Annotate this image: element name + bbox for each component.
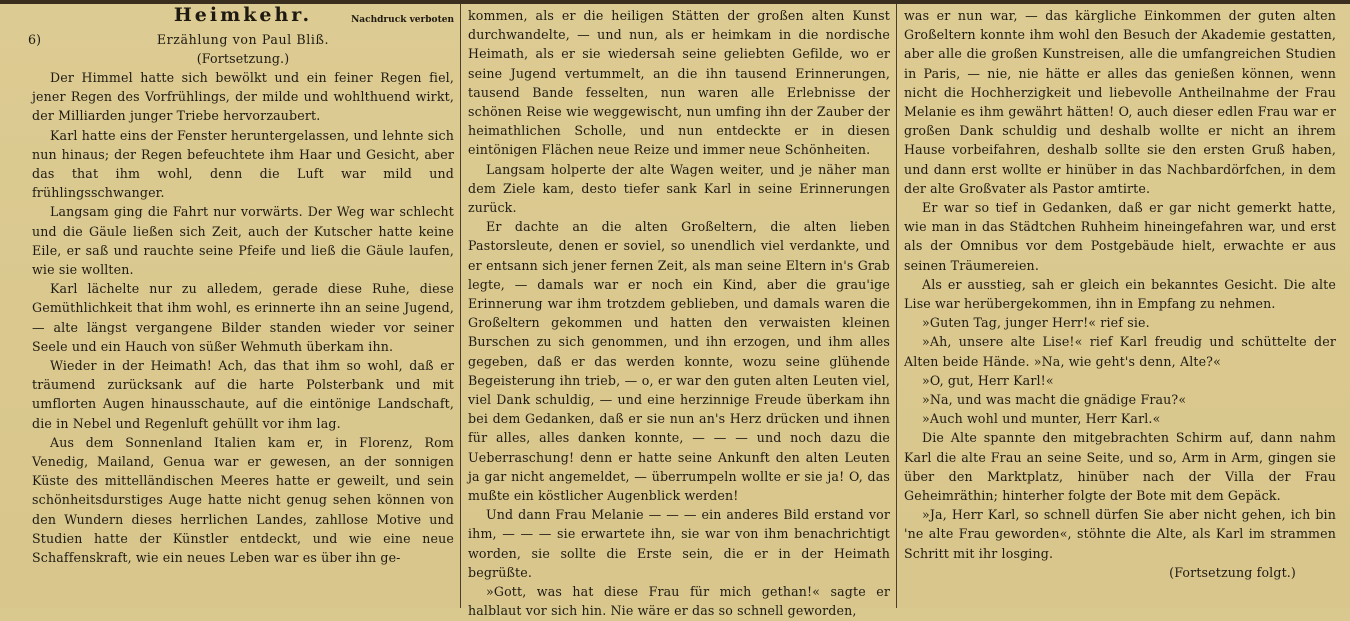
to-be-continued: (Fortsetzung folgt.) <box>1169 564 1296 580</box>
paragraph: Er war so tief in Gedanken, daß er gar nicht gemerkt hatte, wie man in das Städtchen Ruhheim hineingefahren war, und erst als der Omnibus vor dem Postgebäude hielt, erwachte er aus seinen Träumereien. <box>904 200 1336 273</box>
paragraph: Und dann Frau Melanie — — — ein anderes Bild erstand vor ihm, — — — sie erwartete ihn, sie war von ihm benachrichtigt worden, sie sollte die Erste sein, die er in der Heimath begrüßte. <box>468 507 890 580</box>
title-row <box>32 6 454 30</box>
paragraph: »Ah, unsere alte Lise!« rief Karl freudig und schüttelte der Alten beide Hände. »Na, wie geht's denn, Alte?« <box>904 334 1336 369</box>
paragraph: Aus dem Sonnenland Italien kam er, in Florenz, Rom Venedig, Mailand, Genua war er gewesen, an der sonnigen Küste des mittelländischen Meeres hatte er geweilt, und sein schönheitsdurstiges Auge hatte nicht genug sehen können von den Wundern dieses herrlichen Landes, zahllose Motive und Studien hatte der Künstler entdeckt, und wie eine neue Schaffenskraft, wie ein neues Leben war es über ihn ge- <box>32 434 454 566</box>
paragraph: Karl lächelte nur zu alledem, gerade diese Ruhe, diese Gemüthlichkeit that ihm wohl, es erinnerte ihn an seine Jugend, — alte längst vergangene Bilder standen wieder vor seiner Seele und ein Hauch von süßer Wehmuth überkam ihn. <box>32 281 454 354</box>
column-divider <box>460 4 461 608</box>
paragraph: »Gott, was hat diese Frau für mich gethan!« sagte er halblaut vor sich hin. Nie wäre er das so schnell geworden, <box>468 584 890 619</box>
article-title: Heimkehr. <box>173 4 313 26</box>
paragraph: Langsam holperte der alte Wagen weiter, und je näher man dem Ziele kam, desto tiefer sank Karl in seine Erinnerungen zurück. <box>468 161 890 216</box>
reprint-notice: Nachdruck verboten <box>351 15 454 25</box>
paragraph: Karl hatte eins der Fenster heruntergelassen, und lehnte sich nun hinaus; der Regen befeuchtete ihm Haar und Gesicht, aber das that ihm wohl, denn die Luft war mild und frühlingsschwanger. <box>32 127 454 201</box>
paragraph: Der Himmel hatte sich bewölkt und ein feiner Regen fiel, jener Regen des Vorfrühlings, der milde und wohlthuend wirkt, der Milliarden junger Triebe hervorzaubert. <box>32 70 454 124</box>
paragraph: Langsam ging die Fahrt nur vorwärts. Der Weg war schlecht und die Gäule ließen sich Zeit, auch der Kutscher hatte keine Eile, er saß und rauchte seine Pfeife und ließ die Gäule laufen, wie sie wollten. <box>32 204 454 278</box>
column-2 <box>468 6 890 619</box>
installment-number: 6) <box>28 32 42 47</box>
paragraph: »O, gut, Herr Karl!« <box>922 372 1054 388</box>
paragraph: Die Alte spannte den mitgebrachten Schirm auf, dann nahm Karl die alte Frau an seine Seite, und so, Arm in Arm, gingen sie über den Marktplatz, hinüber nach der Villa der Frau Geheimräthin; hinterher folgte der Bote mit dem Gepäck. <box>904 430 1336 504</box>
paragraph: kommen, als er die heiligen Stätten der großen alten Kunst durchwandelte, — und nun, als er heimkam in die nordische Heimath, als er sie wiedersah seine geliebten Gefilde, wo er seine Jugend vertummelt, an die ihn tausend Erinnerungen, tausend Bande fesselten, nun waren alle Erlebnisse der schönen Reise wie weggewischt, nun umfing ihn der Zauber der heimathlichen Scholle, und nun entdeckte er in diesen eintönigen Flächen neue Reize und immer neue Schönheiten. <box>468 8 890 158</box>
paragraph: »Ja, Herr Karl, so schnell dürfen Sie aber nicht gehen, ich bin 'ne alte Frau geworden«, stöhnte die Alte, als Karl im strammen Schritt mit ihr losging. <box>904 507 1336 561</box>
paragraph: was er nun war, — das kärgliche Einkommen der guten alten Großeltern konnte ihm wohl den Besuch der Akademie gestatten, aber alle die großen Kunstreisen, alle die umfangreichen Studien in Paris, — nie, nie hätte er alles das genießen können, wenn nicht die Hochherzigkeit und liebevolle Antheilnahme der Frau Melanie es ihm gewährt hätten! O, auch dieser edlen Frau war er großen Dank schuldig und deshalb wollte er nicht an ihrem Hause vorbeifahren, deshalb sollte sie den ersten Gruß haben, und dann erst wollte er hinüber in das Nachbardörfchen, in dem der alte Großvater als Pastor amtirte. <box>904 8 1336 196</box>
paragraph: Als er ausstieg, sah er gleich ein bekanntes Gesicht. Die alte Lise war herübergekommen, ihn in Empfang zu nehmen. <box>904 276 1336 312</box>
paragraph: Er dachte an die alten Großeltern, die alten lieben Pastorsleute, denen er soviel, so unendlich viel verdankte, und er entsann sich jener fernen Zeit, als man seine Eltern in's Grab legte, — damals war er noch ein Kind, aber die grau'ige Erinnerung war ihm trotzdem geblieben, und damals waren die Großeltern gekommen und hatten den verwaisten kleinen Burschen zu sich genommen, und ihn erzogen, und ihm alles gegeben, daß er das werden konnte, wozu seine glühende Begeisterung ihn trieb, — o, er war den guten alten Leuten viel, viel Dank schuldig, — und eine herzinnige Freude überkam ihn bei dem Gedanken, daß er sie nun an's Herz drücken und ihnen für alles, alles danken konnte, — — — und noch dazu die Ueberraschung! denn er hatte seine Ankunft den alten Leuten ja gar nicht angemeldet, — überrumpeln wollte er sie ja! O, das mußte ein köstlicher Augenblick werden! <box>468 219 890 504</box>
column-3 <box>904 6 1336 604</box>
paragraph: »Guten Tag, junger Herr!« rief sie. <box>922 315 1150 331</box>
paragraph: »Auch wohl und munter, Herr Karl.« <box>922 411 1161 427</box>
column-1 <box>28 4 454 604</box>
continuation-note: (Fortsetzung.) <box>196 51 290 66</box>
byline: Erzählung von Paul Bliß. <box>156 32 330 47</box>
subtitle-row <box>28 30 454 49</box>
paragraph: »Na, und was macht die gnädige Frau?« <box>922 392 1187 408</box>
column-divider <box>896 4 897 608</box>
paragraph: Wieder in der Heimath! Ach, das that ihm so wohl, daß er träumend zurücksank auf die harte Polsterbank und mit umflorten Augen hinausschaute, auf die eintönige Landschaft, die in Nebel und Regenluft gehüllt vor ihm lag. <box>32 358 454 431</box>
